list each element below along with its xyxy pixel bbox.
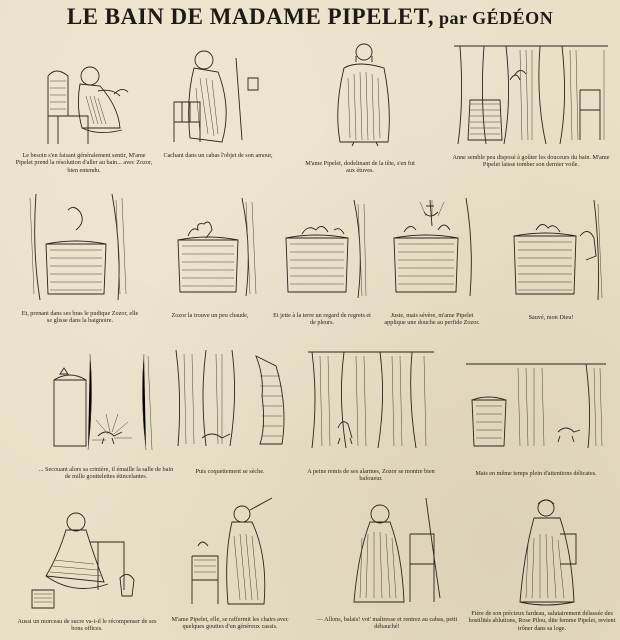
panel-11-illustration [172,346,292,450]
panel-3-illustration [318,38,408,148]
title-author: par GÉDÉON [434,8,554,28]
panel-8-caption: Juste, mais sévère, m'ame Pipelet applique une douche au perfide Zozor. [384,312,480,327]
panel-7-illustration [278,198,368,300]
panel-16-illustration [330,494,448,610]
panel-15-caption: M'ame Pipelet, elle, se raffermit les chairs avec quelques gouttes d'un généreux cassis. [171,616,289,631]
panel-7-caption: Et jette à la terre un regard de regrets et de pleurs. [273,312,371,327]
panel-5-caption: Et, prenant dans ses bras le pudique Zozor, elle se glisse dans la baignoire. [21,310,139,325]
panel-16-caption: — Allons, balais! vot' maîtresse et rentrez au cabas, petit débauché! [316,616,458,631]
panel-9-caption: Sauvé, mon Dieu! [528,314,574,321]
panel-10-caption: ... Secouant alors sa crinière, il émaille la salle de bain de mille gouttelettes étincelantes. [38,466,174,481]
panel-15-illustration [172,496,290,612]
panel-2-illustration [160,38,270,148]
panel-6-caption: Zozor la trouve un peu chaude, [171,312,249,319]
panel-14-caption: Aussi un morceau de sucre va-t-il le récompenser de ses bons offices. [17,618,157,633]
panel-9-illustration [506,196,606,304]
panel-8-illustration [386,196,478,300]
title-main: LE BAIN DE MADAME PIPELET, [66,4,434,29]
panel-5-illustration [26,190,130,306]
panel-12-illustration [304,348,438,452]
panel-17-caption: Fière de son précieux fardeau, salutairement délassée des hostilités ablutions, Rose Pilou, dite femme Pipelet, revient trôner dans sa loge. [468,610,616,632]
panel-1-illustration [28,36,148,148]
panel-10-illustration [48,350,158,454]
panel-2-caption: Cachant dans un cabas l'objet de son amour, [163,152,273,159]
panel-6-illustration [166,196,258,300]
panel-13-illustration [462,360,610,452]
panel-17-illustration [506,494,590,610]
panel-3-caption: M'ame Pipelet, dodelinant de la tête, s'en fut aux étuves. [305,160,415,175]
panel-11-caption: Puis coquettement se sèche. [195,468,265,475]
panel-12-caption: A peine remis de ses alarmes, Zozor se montre bien bafoueur. [307,468,435,483]
panel-1-caption: Le besoin s'en faisant généralement sentir, M'ame Pipelet prend la résolution d'aller au bain... avec Zozor, bien entendu. [15,152,153,174]
panel-13-caption: Mais en même temps plein d'attentions délicates. [475,470,597,477]
panel-14-illustration [24,500,150,612]
panel-4-illustration [450,40,612,148]
page-title [0,4,620,30]
panel-4-caption: Anne semble peu disposé à goûter les douceurs du bain. M'ame Pipelet laisse tomber son dernier voile. [452,154,610,169]
